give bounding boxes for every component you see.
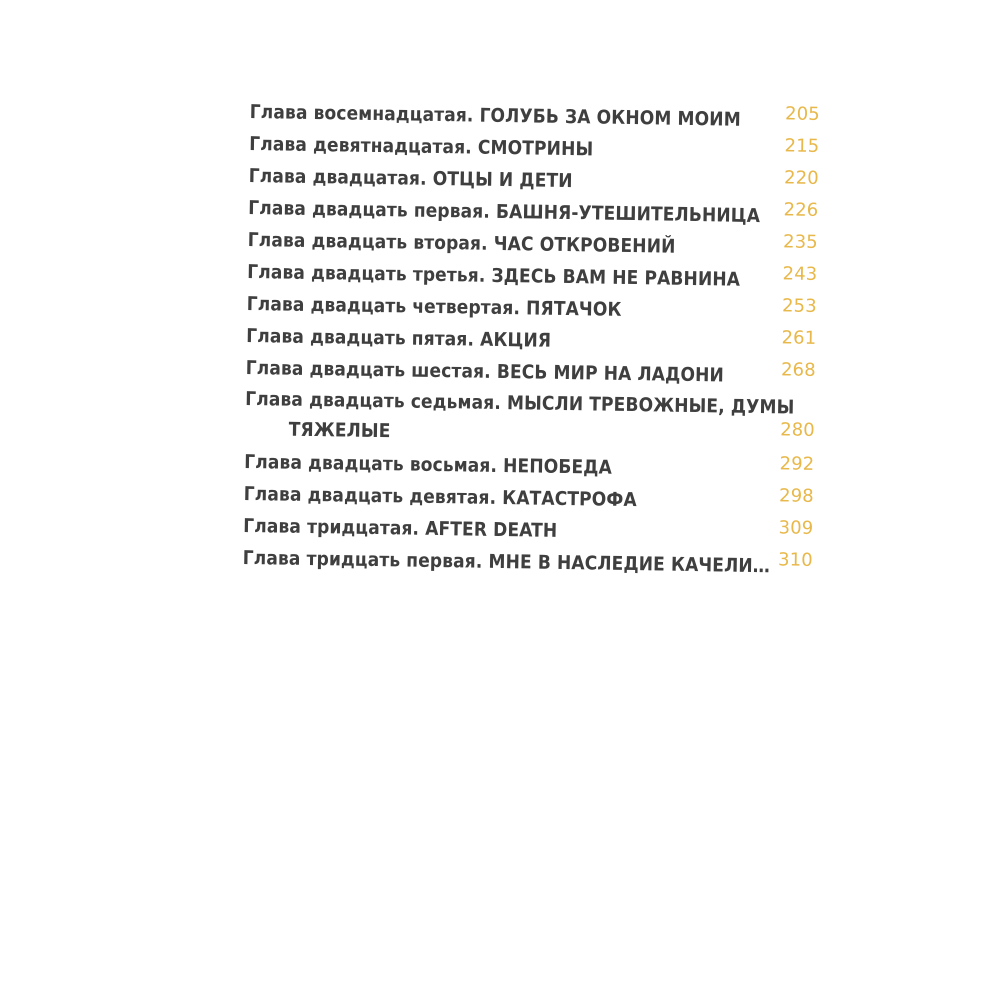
chapter-title: НЕПОБЕДА [502,455,613,479]
chapter-title: СМОТРИНЫ [477,136,594,161]
page-number: 280 [779,419,815,441]
page-number: 309 [778,517,814,539]
page-number: 226 [783,199,819,221]
chapter-title: АКЦИЯ [479,328,552,352]
chapter-title: ВЕСЬ МИР НА ЛАДОНИ [496,360,725,387]
chapter-title: ЧАС ОТКРОВЕНИЙ [493,232,676,258]
chapter-title: МНЕ В НАСЛЕДИЕ КАЧЕЛИ… [488,550,771,578]
chapter-title-continuation: ТЯЖЕЛЫЕ [288,418,391,443]
chapter-prefix: Глава двадцать четвертая. [246,292,521,320]
chapter-prefix: Глава двадцать шестая. [245,356,491,383]
chapter-title: БАШНЯ-УТЕШИТЕЛЬНИЦА [495,200,761,228]
chapter-title: ПЯТАЧОК [525,297,622,321]
chapter-prefix: Глава двадцать первая. [248,196,491,223]
chapter-prefix: Глава двадцать девятая. [243,482,497,509]
chapter-title: КАТАСТРОФА [502,487,637,512]
page-number: 268 [780,359,816,381]
page-number: 261 [781,327,817,349]
page-number: 205 [784,103,820,125]
chapter-prefix: Глава двадцатая. [248,164,427,190]
chapter-title: ГОЛУБЬ ЗА ОКНОМ МОИМ [479,104,741,131]
chapter-title: МЫСЛИ ТРЕВОЖНЫЕ, ДУМЫ [506,392,795,419]
page-number: 243 [782,263,818,285]
page-number: 253 [781,295,817,317]
chapter-prefix: Глава девятнадцатая. [249,132,473,159]
page-number: 310 [777,549,813,571]
chapter-prefix: Глава восемнадцатая. [249,100,474,127]
toc-entry [245,384,826,455]
page-number: 298 [778,485,814,507]
page-number: 235 [782,231,818,253]
chapter-prefix: Глава двадцать третья. [247,260,486,287]
page-number: 220 [783,167,819,189]
chapter-prefix: Глава двадцать седьмая. [245,387,502,414]
page-number: 292 [779,453,815,475]
chapter-title: AFTER DEATH [424,517,558,542]
chapter-title: ОТЦЫ И ДЕТИ [432,167,573,193]
page-number: 215 [784,135,820,157]
chapter-prefix: Глава двадцать пятая. [246,324,475,351]
chapter-title: ЗДЕСЬ ВАМ НЕ РАВНИНА [491,264,741,291]
chapter-prefix: Глава двадцать восьмая. [244,450,498,477]
chapter-prefix: Глава двадцать вторая. [247,228,488,255]
chapter-prefix: Глава тридцать первая. [242,546,483,573]
table-of-contents [242,96,829,583]
chapter-prefix: Глава тридцатая. [243,514,420,540]
